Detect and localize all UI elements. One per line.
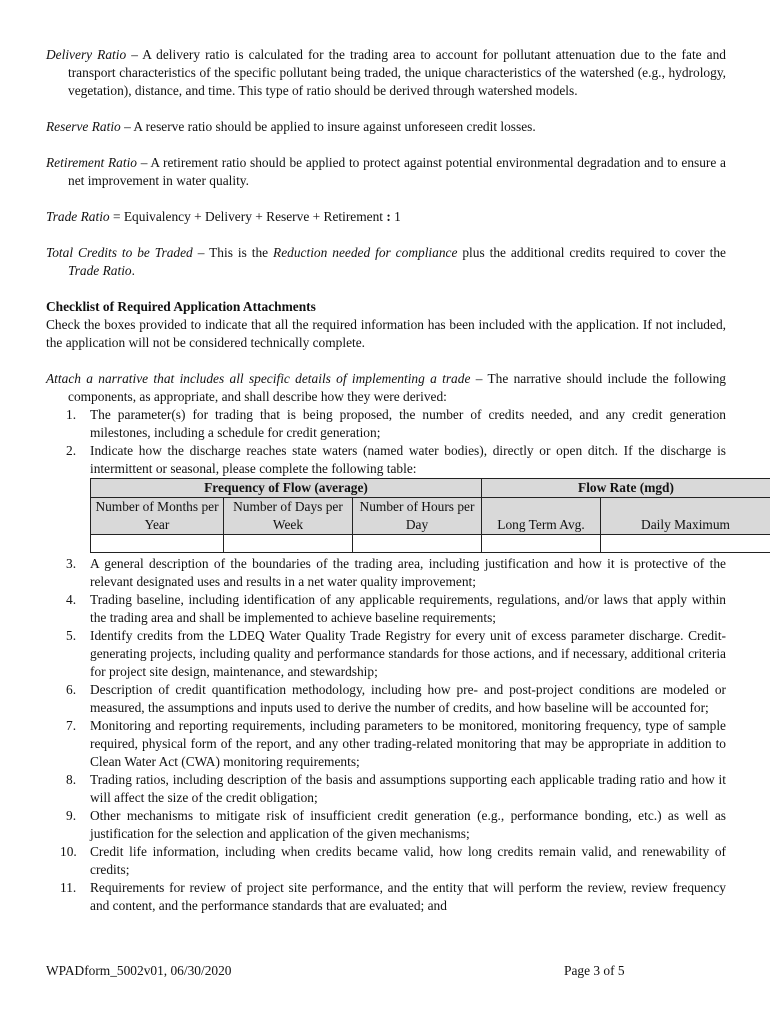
list-item xyxy=(46,406,726,442)
list-item-text: Trading baseline, including identification of any applicable requirements, regulations, and/or laws that apply within the trading area and shall be implemented to achieve baseline requirements; xyxy=(90,592,726,625)
list-item-text: Description of credit quantification methodology, including how pre- and post-project conditions are modeled or measured, the assumptions and inputs used to derive the number of credits, and how baseline will be accounted for; xyxy=(90,682,726,715)
months-per-year-header: Number of Months per Year xyxy=(91,498,224,535)
list-item-number: 9. xyxy=(66,808,77,823)
delivery-ratio-paragraph xyxy=(46,46,726,100)
days-per-week-header: Number of Days per Week xyxy=(224,498,353,535)
total-credits-text-2: plus the additional credits required to cover the xyxy=(457,245,726,260)
list-item-number: 2. xyxy=(66,443,77,458)
list-item-number: 10. xyxy=(60,844,77,859)
checklist-heading: Checklist of Required Application Attachments xyxy=(46,299,316,314)
requirements-list-part-1 xyxy=(46,406,726,478)
reserve-ratio-paragraph xyxy=(46,118,726,136)
list-item-number: 4. xyxy=(66,592,77,607)
long-term-avg-cell[interactable] xyxy=(482,535,601,553)
list-item xyxy=(46,879,726,915)
retirement-ratio-term: Retirement Ratio xyxy=(46,155,137,170)
list-item-number: 7. xyxy=(66,718,77,733)
list-item xyxy=(46,771,726,807)
list-item xyxy=(46,442,726,478)
narrative-paragraph xyxy=(46,370,726,406)
list-item xyxy=(46,555,726,591)
list-item-number: 3. xyxy=(66,556,77,571)
daily-maximum-cell[interactable] xyxy=(601,535,770,553)
list-item-number: 5. xyxy=(66,628,77,643)
days-per-week-cell[interactable] xyxy=(224,535,353,553)
flow-frequency-table xyxy=(90,478,770,553)
long-term-avg-header: Long Term Avg. xyxy=(482,498,601,535)
list-item-text: Indicate how the discharge reaches state waters (named water bodies), directly or open ditch. If the discharge is intermittent or seasonal, please complete the following table: xyxy=(90,443,726,476)
daily-maximum-header: Daily Maximum xyxy=(601,498,770,535)
frequency-of-flow-header: Frequency of Flow (average) xyxy=(91,479,482,498)
list-item-number: 6. xyxy=(66,682,77,697)
delivery-ratio-term: Delivery Ratio xyxy=(46,47,127,62)
total-credits-text-1: – This is the xyxy=(192,245,274,260)
form-id: WPADform_5002v01, 06/30/2020 xyxy=(46,963,232,978)
list-item-number: 8. xyxy=(66,772,77,787)
reserve-ratio-term: Reserve Ratio xyxy=(46,119,121,134)
list-item-number: 1. xyxy=(66,407,77,422)
list-item xyxy=(46,681,726,717)
retirement-ratio-text: – A retirement ratio should be applied to protect against potential environmental degradation and to ensure a net improvement in water quality. xyxy=(68,155,726,188)
list-item-text: Monitoring and reporting requirements, including parameters to be monitored, monitoring frequency, type of sample required, physical form of the report, and any other trading-related monitoring that may be appropriate in addition to Clean Water Act (CWA) monitoring requirements; xyxy=(90,718,726,769)
retirement-ratio-paragraph xyxy=(46,154,726,190)
trade-ratio-text: = Equivalency + Delivery + Reserve + Retirement xyxy=(109,209,387,224)
total-credits-term: Total Credits to be Traded xyxy=(46,245,193,260)
trade-ratio-tail: 1 xyxy=(390,209,401,224)
list-item-text: Credit life information, including when credits became valid, how long credits remain valid, and renewability of credits; xyxy=(90,844,726,877)
list-item-text: The parameter(s) for trading that is being proposed, the number of credits needed, and any credit generation milestones, including a schedule for credit generation; xyxy=(90,407,726,440)
list-item xyxy=(46,591,726,627)
list-item-text: Trading ratios, including description of the basis and assumptions supporting each applicable trading ratio and how it will affect the size of the credit obligation; xyxy=(90,772,726,805)
trade-ratio-paragraph xyxy=(46,208,726,226)
narrative-term: Attach a narrative that includes all specific details of implementing a trade xyxy=(46,371,471,386)
list-item-text: Other mechanisms to mitigate risk of insufficient credit generation (e.g., performance bonding, etc.) as well as justification for the selection and application of the given mechanisms; xyxy=(90,808,726,841)
list-item-text: Identify credits from the LDEQ Water Quality Trade Registry for every unit of excess parameter discharge. Credit-generating projects, including quality and performance standards for those actions, and if necessary, additional criteria for project site design, maintenance, and stewardship; xyxy=(90,628,726,679)
flow-rate-header: Flow Rate (mgd) xyxy=(482,479,770,498)
list-item-text: A general description of the boundaries of the trading area, including justification and how it is protective of the relevant designated uses and results in a net water quality improvement; xyxy=(90,556,726,589)
list-item-number: 11. xyxy=(60,880,77,895)
total-credits-paragraph xyxy=(46,244,726,280)
hours-per-day-header: Number of Hours per Day xyxy=(353,498,482,535)
list-item xyxy=(46,843,726,879)
checklist-intro: Check the boxes provided to indicate that all the required information has been included with the application. If not included, the application will not be considered technically complete. xyxy=(46,317,726,350)
page-number: Page 3 of 5 xyxy=(564,963,625,978)
delivery-ratio-text: – A delivery ratio is calculated for the trading area to account for pollutant attenuation due to the fate and transport characteristics of the specific pollutant being traded, the unique characteristics of the watershed (e.g., hydrology, vegetation), distance, and time. This type of ratio should be derived through watershed models. xyxy=(68,47,726,98)
list-item xyxy=(46,807,726,843)
narrative-text: – The narrative should include the following components, as appropriate, and shall describe how they were derived: xyxy=(68,371,726,404)
trade-ratio-term: Trade Ratio xyxy=(46,209,110,224)
months-per-year-cell[interactable] xyxy=(91,535,224,553)
total-credits-text-3: . xyxy=(131,263,135,278)
requirements-list-part-2 xyxy=(46,555,726,915)
document-page xyxy=(46,46,730,915)
trade-ratio-ref: Trade Ratio xyxy=(68,263,132,278)
trade-ratio-colon: : xyxy=(386,209,391,224)
list-item xyxy=(46,627,726,681)
list-item xyxy=(46,717,726,771)
hours-per-day-cell[interactable] xyxy=(353,535,482,553)
reserve-ratio-text: – A reserve ratio should be applied to insure against unforeseen credit losses. xyxy=(120,119,536,134)
list-item-text: Requirements for review of project site performance, and the entity that will perform the review, review frequency and content, and the performance standards that are evaluated; and xyxy=(90,880,726,913)
reduction-term: Reduction needed for compliance xyxy=(273,245,458,260)
